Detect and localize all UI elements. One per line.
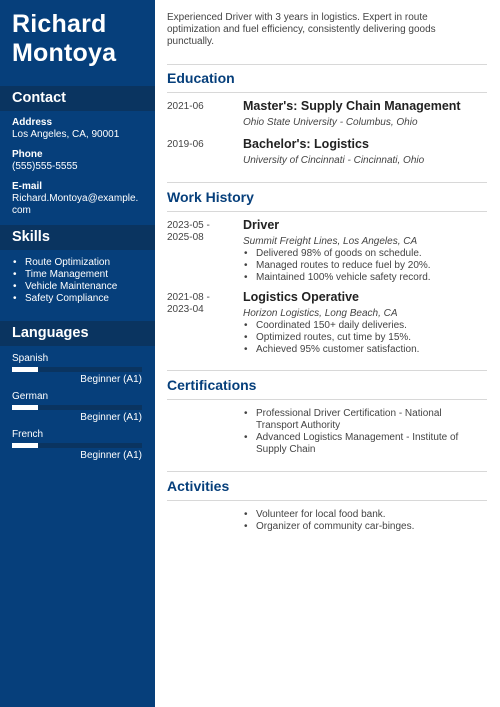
work-date-range [167,220,237,244]
language-proficiency-fill [12,367,38,372]
divider [167,182,487,183]
work-entry [243,218,488,284]
skill-item: • Time Management [12,269,117,281]
language-level: Beginner (A1) [80,412,142,423]
language-proficiency-bar [12,367,142,372]
education-date: 2019-06 [167,139,204,150]
certifications-heading: Certifications [167,377,257,393]
work-date-end: 2023-04 [167,304,204,315]
language-proficiency-fill [12,443,38,448]
email-label: E-mail [12,181,43,192]
education-heading: Education [167,70,235,86]
work-date-start: 2023-05 - [167,220,210,231]
language-name: Spanish [12,353,49,364]
language-proficiency-bar [12,443,142,448]
job-bullet: • Coordinated 150+ daily deliveries. [243,320,488,332]
job-bullet: • Optimized routes, cut time by 15%. [243,332,488,344]
language-level: Beginner (A1) [80,450,142,461]
divider [167,471,487,472]
last-name: Montoya [12,39,117,67]
work-date-start: 2021-08 - [167,292,210,303]
job-bullet: • Managed routes to reduce fuel by 20%. [243,260,488,272]
divider [167,370,487,371]
degree-title: Master's: Supply Chain Management [243,99,461,113]
job-bullets [243,248,488,284]
language-proficiency-fill [12,405,38,410]
skills-heading: Skills [0,225,155,250]
contact-heading: Contact [0,86,155,111]
divider [167,399,487,400]
education-date: 2021-06 [167,101,204,112]
certification-item: • Professional Driver Certification - National Transport Authority [243,408,478,432]
education-entry [243,99,488,129]
work-history-heading: Work History [167,189,254,205]
activities-list [243,509,478,533]
school-name: Ohio State University - Columbus, Ohio [243,117,418,128]
skill-item: • Vehicle Maintenance [12,281,117,293]
school-name: University of Cincinnati - Cincinnati, Ohio [243,155,425,166]
language-item [12,353,142,386]
language-item [12,429,142,462]
divider [167,64,487,65]
skill-item: • Route Optimization [12,257,117,269]
certifications-list [243,408,478,456]
language-item [12,391,142,424]
activity-item: • Volunteer for local food bank. [243,509,478,521]
phone-value: (555)555-5555 [12,161,78,172]
contact-details [12,117,145,217]
language-name: German [12,391,49,402]
company-name: Summit Freight Lines, Los Angeles, CA [243,236,418,247]
divider [167,500,487,501]
work-date-end: 2025-08 [167,232,204,243]
profile-summary: Experienced Driver with 3 years in logistics. Expert in route optimization and fuel efficiency, consistently delivering goods punctually. [167,12,436,47]
skills-list [12,257,117,305]
address-label: Address [12,117,53,128]
main-content [155,0,500,707]
language-proficiency-bar [12,405,142,410]
divider [167,92,487,93]
activities-heading: Activities [167,478,230,494]
certification-item: • Advanced Logistics Management - Institute of Supply Chain [243,432,478,456]
job-bullet: • Delivered 98% of goods on schedule. [243,248,488,260]
job-bullet: • Achieved 95% customer satisfaction. [243,344,488,356]
job-bullet: • Maintained 100% vehicle safety record. [243,272,488,284]
language-level: Beginner (A1) [80,374,142,385]
email-value-line2: com [12,205,31,216]
work-entry [243,290,488,356]
job-title: Logistics Operative [243,290,360,304]
candidate-name [12,10,116,68]
address-value: Los Angeles, CA, 90001 [12,129,120,140]
company-name: Horizon Logistics, Long Beach, CA [243,308,398,319]
education-entry [243,137,488,167]
job-bullets [243,320,488,356]
activity-item: • Organizer of community car-binges. [243,521,478,533]
work-date-range [167,292,237,316]
degree-title: Bachelor's: Logistics [243,137,369,151]
first-name: Richard [12,10,107,38]
skill-item: • Safety Compliance [12,293,117,305]
languages-heading: Languages [0,321,155,346]
language-name: French [12,429,44,440]
job-title: Driver [243,218,280,232]
sidebar [0,0,155,707]
divider [167,211,487,212]
phone-label: Phone [12,149,43,160]
email-value-line1: Richard.Montoya@example. [12,193,139,204]
